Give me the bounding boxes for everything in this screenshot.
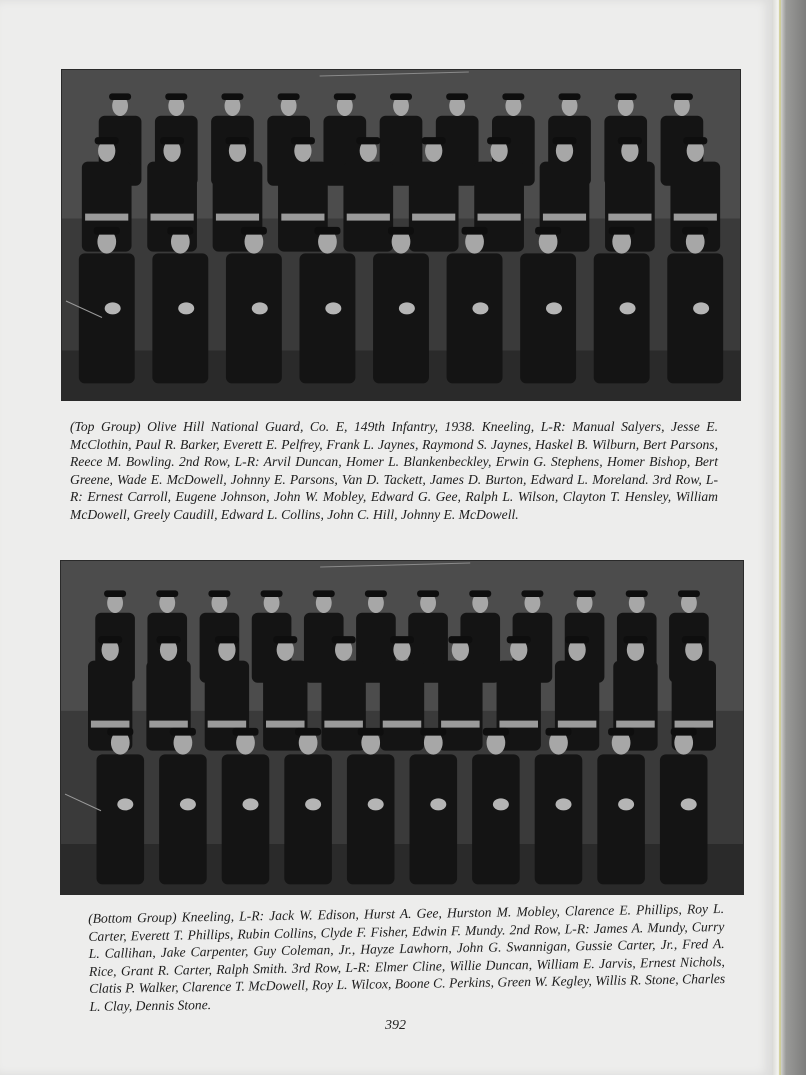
page-number: 392 xyxy=(385,1018,406,1033)
group-photo-icon xyxy=(61,561,743,894)
bottom-group-photo xyxy=(60,560,744,895)
page-edge xyxy=(772,0,806,1075)
bottom-group-caption: (Bottom Group) Kneeling, L-R: Jack W. Edison, Hurst A. Gee, Hurston M. Mobley, Clarence E. Phillips, Roy L. Carter, Everett T. Phillips, Rubin Collins, Clyde F. Fisher, Edwin F. Mundy. 2nd Row, L-R: James A. Mundy, Curry L. Callihan, Jake Carpenter, Guy Coleman, Jr., Hayze Lawhorn, John G. Swannigan, Gussie Carter, Jr., Fred A. Rice, Grant R. Carter, Ralph Smith. 3rd Row, L-R: Elmer Cline, Willie Duncan, William E. Jarvis, Ernest Nichols, Clatis P. Walker, Clarence T. McDowell, Roy L. Wilcox, Boone C. Perkins, Green W. Kegley, Willis R. Stone, Charles L. Clay, Dennis Stone. xyxy=(88,901,726,1014)
group-photo-icon xyxy=(62,70,740,400)
top-group-caption: (Top Group) Olive Hill National Guard, Co. E, 149th Infantry, 1938. Kneeling, L-R: Manual Salyers, Jesse E. McClothin, Paul R. Barker, Everett E. Pelfrey, Frank L. Jaynes, Raymond S. Jaynes, Haskel B. Wilburn, Bert Parsons, Reece M. Bowling. 2nd Row, L-R: Arvil Duncan, Homer L. Blankenbeckley, Erwin G. Stephens, Homer Bishop, Bert Greene, Wade E. McDowell, Johnny E. Parsons, Van D. Tackett, James D. Burton, Edward L. Moreland. 3rd Row, L-R: Ernest Carroll, Eugene Johnson, John W. Mobley, Edward G. Gee, Ralph L. Wilson, Clayton T. Hensley, William McDowell, Greely Caudill, Edward L. Collins, John C. Hill, Johnny E. McDowell. xyxy=(70,419,718,522)
top-group-photo xyxy=(61,69,741,401)
book-spine-line xyxy=(779,0,781,1075)
